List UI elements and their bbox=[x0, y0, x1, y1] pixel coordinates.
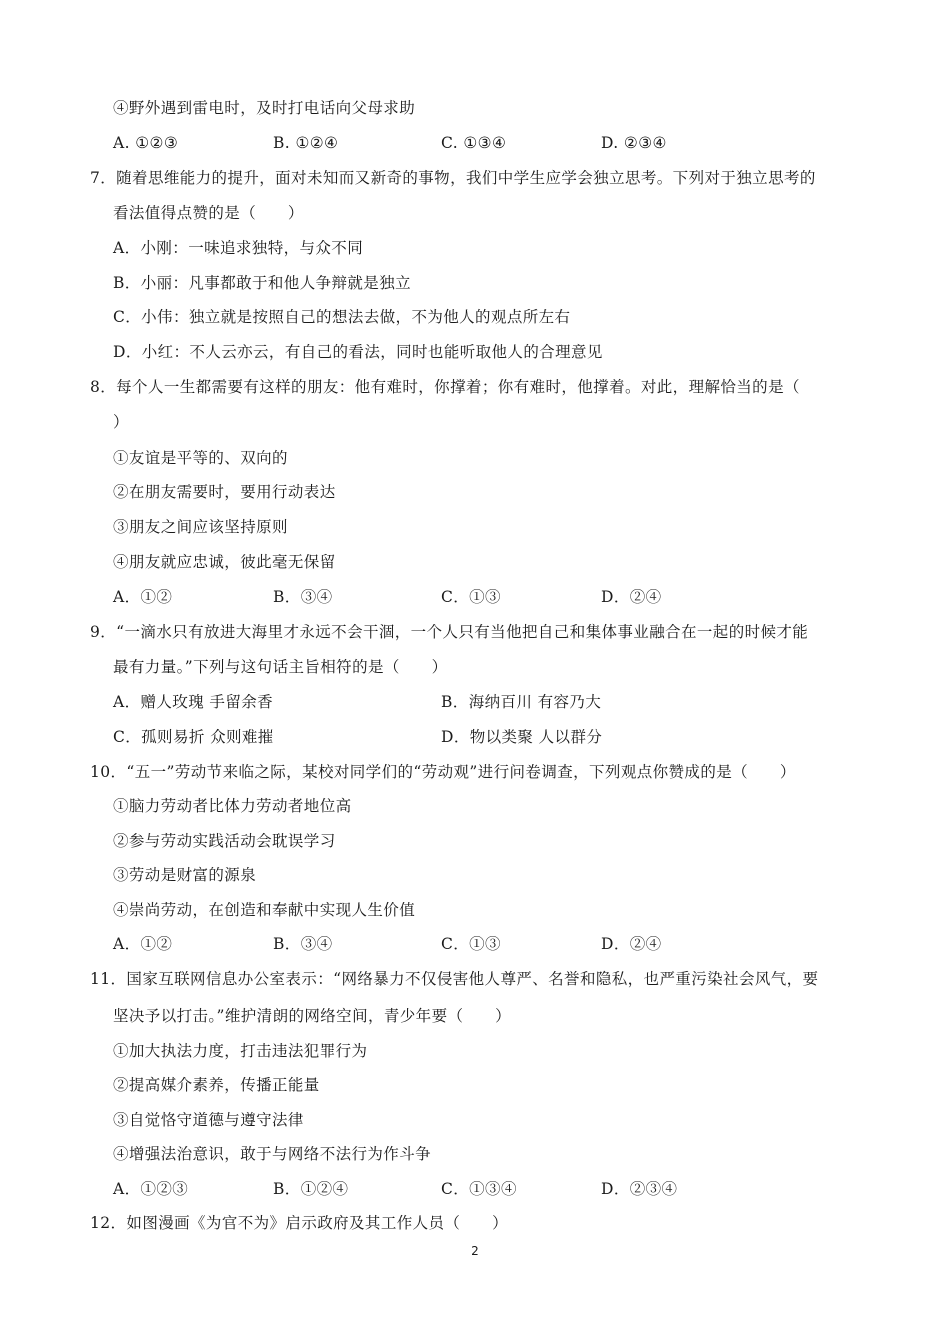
q11-option-c: C．①③④ bbox=[441, 1180, 517, 1198]
q8-item-2: ②在朋友需要时，要用行动表达 bbox=[113, 483, 336, 501]
q8-option-a: A．①② bbox=[113, 588, 173, 606]
q10-option-a: A．①② bbox=[113, 935, 173, 953]
q7-option-d: D．小红：不人云亦云，有自己的看法，同时也能听取他人的合理意见 bbox=[113, 343, 603, 361]
q6-option-b: B. ①②④ bbox=[273, 134, 339, 152]
q7-stem: 7．随着思维能力的提升，面对未知而又新奇的事物，我们中学生应学会独立思考。下列对于独立思考的 bbox=[90, 169, 816, 187]
q7-option-c: C．小伟：独立就是按照自己的想法去做，不为他人的观点所左右 bbox=[113, 308, 571, 326]
q8-stem: 8．每个人一生都需要有这样的朋友：他有难时，你撑着；你有难时，他撑着。对此，理解恰当的是（ bbox=[90, 378, 800, 396]
q8-option-d: D．②④ bbox=[601, 588, 662, 606]
q10-option-d: D．②④ bbox=[601, 935, 662, 953]
q9-option-a: A．赠人玫瑰 手留余香 bbox=[113, 693, 274, 711]
q11-item-4: ④增强法治意识，敢于与网络不法行为作斗争 bbox=[113, 1145, 432, 1163]
q10-item-1: ①脑力劳动者比体力劳动者地位高 bbox=[113, 797, 352, 815]
q11-item-3: ③自觉恪守道德与遵守法律 bbox=[113, 1111, 304, 1129]
q10-stem: 10．“五一”劳动节来临之际，某校对同学们的“劳动观”进行问卷调查，下列观点你赞成的是（ ） bbox=[90, 763, 796, 781]
q12-stem: 12．如图漫画《为官不为》启示政府及其工作人员（ ） bbox=[90, 1214, 509, 1232]
q11-item-1: ①加大执法力度，打击违法犯罪行为 bbox=[113, 1042, 368, 1060]
q6-option-c: C. ①③④ bbox=[441, 134, 507, 152]
q11-option-a: A．①②③ bbox=[113, 1180, 189, 1198]
q6-item-4: ④野外遇到雷电时，及时打电话向父母求助 bbox=[113, 99, 416, 117]
q8-stem-cont: ） bbox=[113, 413, 129, 431]
q8-option-c: C．①③ bbox=[441, 588, 501, 606]
q8-item-3: ③朋友之间应该坚持原则 bbox=[113, 518, 288, 536]
q8-item-4: ④朋友就应忠诚，彼此毫无保留 bbox=[113, 553, 336, 571]
q7-option-a: A．小刚：一味追求独特，与众不同 bbox=[113, 239, 364, 257]
q9-stem-cont: 最有力量。”下列与这句话主旨相符的是（ ） bbox=[113, 658, 448, 676]
q11-stem: 11．国家互联网信息办公室表示：“网络暴力不仅侵害他人尊严、名誉和隐私，也严重污染社会风气，要 bbox=[90, 970, 819, 988]
q10-item-4: ④崇尚劳动，在创造和奉献中实现人生价值 bbox=[113, 901, 416, 919]
q11-option-b: B．①②④ bbox=[273, 1180, 349, 1198]
q7-stem-cont: 看法值得点赞的是（ ） bbox=[113, 204, 304, 222]
q8-option-b: B．③④ bbox=[273, 588, 333, 606]
q9-stem: 9．“一滴水只有放进大海里才永远不会干涸，一个人只有当他把自己和集体事业融合在一起的时候才能 bbox=[90, 623, 809, 641]
q7-option-b: B．小丽：凡事都敢于和他人争辩就是独立 bbox=[113, 274, 411, 292]
q10-option-b: B．③④ bbox=[273, 935, 333, 953]
q10-item-3: ③劳动是财富的源泉 bbox=[113, 866, 257, 884]
q9-option-b: B．海纳百川 有容乃大 bbox=[441, 693, 602, 711]
q6-option-a: A. ①②③ bbox=[113, 134, 179, 152]
page-number: 2 bbox=[471, 1244, 479, 1258]
q11-option-d: D．②③④ bbox=[601, 1180, 678, 1198]
q10-item-2: ②参与劳动实践活动会耽误学习 bbox=[113, 832, 336, 850]
q10-option-c: C．①③ bbox=[441, 935, 501, 953]
q8-item-1: ①友谊是平等的、双向的 bbox=[113, 449, 288, 467]
q6-option-d: D. ②③④ bbox=[601, 134, 667, 152]
q11-stem-cont: 坚决予以打击。”维护清朗的网络空间，青少年要（ ） bbox=[113, 1007, 512, 1025]
q9-option-c: C．孤则易折 众则难摧 bbox=[113, 728, 274, 746]
q11-item-2: ②提高媒介素养，传播正能量 bbox=[113, 1076, 320, 1094]
q9-option-d: D．物以类聚 人以群分 bbox=[441, 728, 603, 746]
